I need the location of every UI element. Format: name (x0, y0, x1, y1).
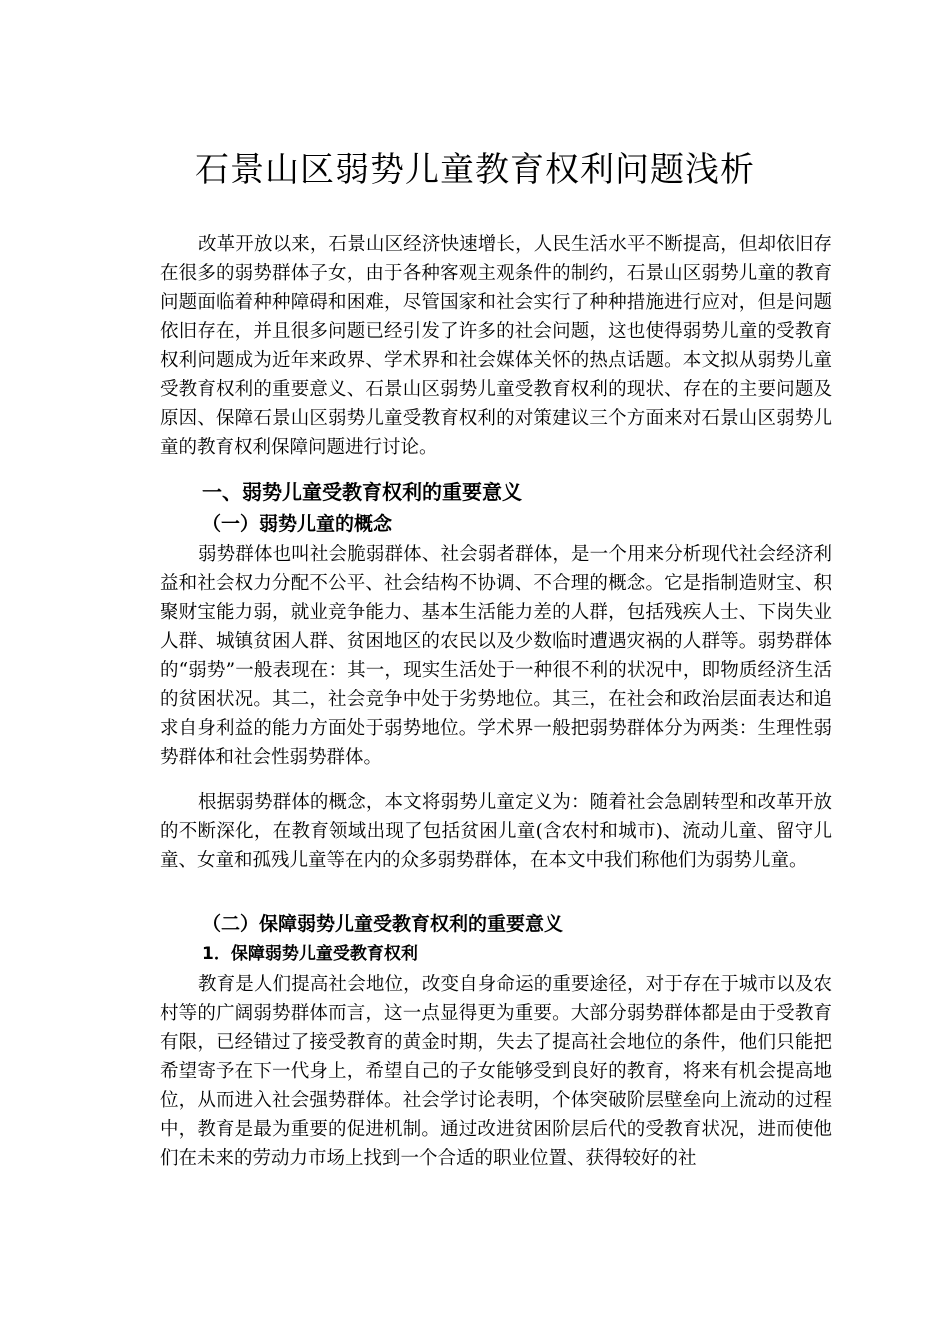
intro-paragraph: 改革开放以来，石景山区经济快速增长，人民生活水平不断提高，但却依旧存在很多的弱势群体子女，由于各种客观主观条件的制约，石景山区弱势儿童的教育问题面临着种种障碍和困难，尽管国家和社会实行了种种措施进行应对，但是问题依旧存在，并且很多问题已经引发了许多的社会问题，这也使得弱势儿童的受教育权利问题成为近年来政界、学术界和社会媒体关怀的热点话题。本文拟从弱势儿童受教育权利的重要意义、石景山区弱势儿童受教育权利的现状、存在的主要问题及原因、保障石景山区弱势儿童受教育权利的对策建议三个方面来对石景山区弱势儿童的教育权利保障问题进行讨论。 (160, 234, 832, 458)
paragraph-weak-children-definition: 根据弱势群体的概念，本文将弱势儿童定义为：随着社会急剧转型和改革开放的不断深化，在教育领域出现了包括贫困儿童(含农村和城市)、流动儿童、留守儿童、女童和孤残儿童等在内的众多弱势群体，在本文中我们称他们为弱势儿童。 (160, 792, 832, 871)
paragraph-weak-group-concept: 弱势群体也叫社会脆弱群体、社会弱者群体，是一个用来分析现代社会经济利益和社会权力分配不公平、社会结构不协调、不合理的概念。它是指制造财宝、积聚财宝能力弱，就业竞争能力、基本生活能力差的人群，包括残疾人士、下岗失业人群、城镇贫困人群、贫困地区的农民以及少数临时遭遇灾祸的人群等。弱势群体的“弱势”一般表现在：其一，现实生活处于一种很不利的状况中，即物质经济生活的贫困状况。其二，社会竞争中处于劣势地位。其三，在社会和政治层面表达和追求自身利益的能力方面处于弱势地位。学术界一般把弱势群体分为两类：生理性弱势群体和社会性弱势群体。 (160, 544, 832, 768)
subsection-1-heading: （一）弱势儿童的概念 (202, 513, 393, 535)
document-title: 石景山区弱势儿童教育权利问题浅析 (195, 150, 755, 190)
paragraph-education-importance: 教育是人们提高社会地位，改变自身命运的重要途径，对于存在于城市以及农村等的广阔弱势群体而言，这一点显得更为重要。大部分弱势群体都是由于受教育有限，已经错过了接受教育的黄金时期，失去了提高社会地位的条件，他们只能把希望寄予在下一代身上，希望自己的子女能够受到良好的教育，将来有机会提高地位，从而进入社会强势群体。社会学讨论表明，个体突破阶层壁垒向上流动的过程中，教育是最为重要的促进机制。通过改进贫困阶层后代的受教育状况，进而使他们在未来的劳动力市场上找到一个合适的职业位置、获得较好的社 (160, 974, 832, 1169)
point-1-heading: 1．保障弱势儿童受教育权利 (202, 944, 418, 964)
section-1-heading: 一、弱势儿童受教育权利的重要意义 (202, 480, 522, 504)
subsection-2-heading: （二）保障弱势儿童受教育权利的重要意义 (202, 913, 564, 935)
